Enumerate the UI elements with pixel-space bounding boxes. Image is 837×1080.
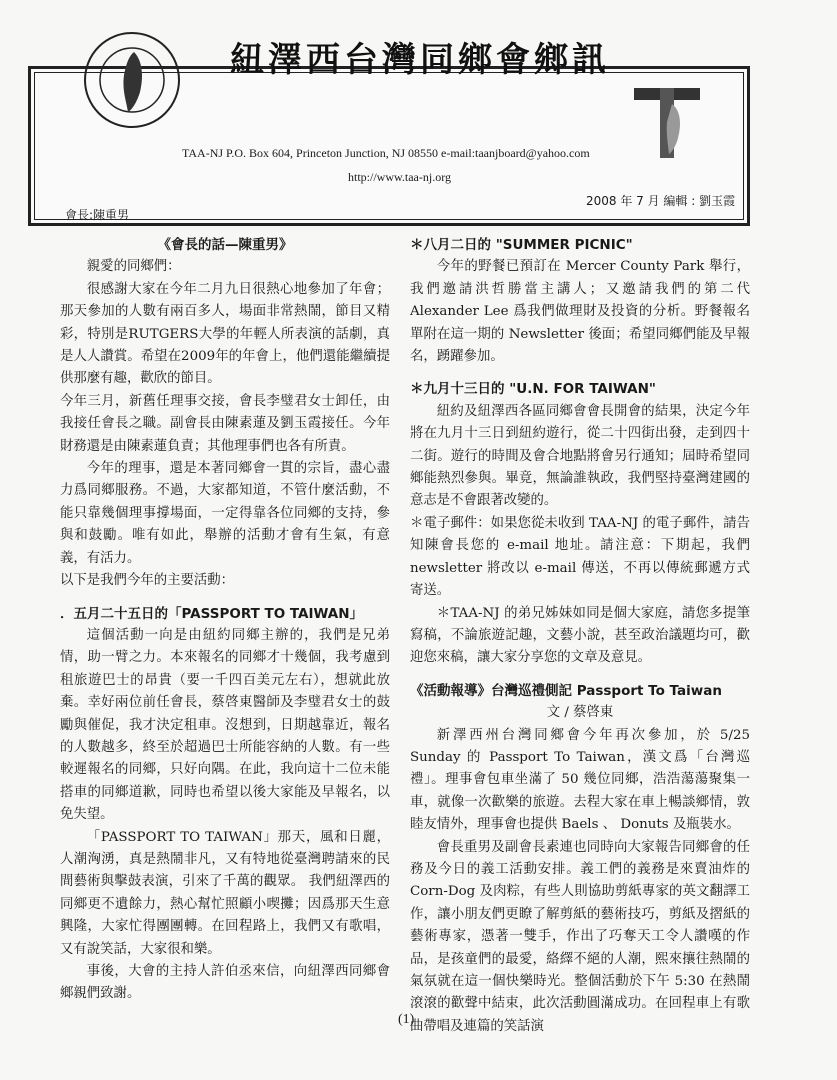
right-column [410,234,750,1038]
president-label: 會長:陳重男 [65,208,130,222]
paragraph: 以下是我們今年的主要活動： [60,573,235,589]
paragraph: 新澤西州台灣同鄉會今年再次參加，於 5/25 Sunday 的 Passport To Taiwan，漢文爲「台灣巡禮」。理事會包車坐滿了 50 幾位同鄉，浩浩蕩蕩聚集一車，就像一次歡樂的旅遊。去程大家在車上暢談鄉情，敦睦友情外，理事會也提供 Baels 、 Donuts 及瓶裝水。 [410,727,750,833]
paragraph: 紐約及紐澤西各區同鄉會會長開會的結果，決定今年將在九月十三日到紐約遊行，從二十四街出發，走到四十二街。遊行的時間及會合地點將會另行通知；屆時希望同鄉能熱烈參與。畢竟，無論誰執政，我們堅持臺灣建國的意志是不會跟著改變的。 [410,403,750,509]
activity-report-heading: 《活動報導》台灣巡禮側記 Passport To Taiwan [410,682,722,699]
paragraph: 事後，大會的主持人許伯丞來信，向紐澤西同鄉會鄉親們致謝。 [60,964,390,1002]
president-message-heading: 《會長的話—陳重男》 [157,237,293,253]
page-number: (1) [398,1012,415,1027]
paragraph: 今年的野餐已預訂在 Mercer County Park 舉行，我們邀請洪哲勝當主講人；又邀請我們的第二代 Alexander Lee 爲我們做理財及投資的分析。野餐報名單附在這一期的 Newsletter 後面；希望同鄉們能及早報名，踴躍參加。 [410,259,750,365]
paragraph: 這個活動一向是由紐約同鄉主辦的，我們是兄弟情，助一臂之力。本來報名的同鄉才十幾個，我考慮到租旅遊巴士的昂貴（要一千四百美元左右），想就此放棄。幸好兩位前任會長，蔡啓東醫師及李璧君女士的鼓勵與催促，我才決定租車。沒想到，日期越靠近，報名的人數越多，終至於超過巴士所能容納的人數。有一些較遲報名的同鄉，只好向隅。在此，我向這十二位未能搭車的同鄉道歉，同時也希望以後大家能及早報名，以免失望。 [60,627,390,823]
submission-notice: ＊TAA-NJ 的弟兄姊妹如同是個大家庭，請您多提筆寫稿，不論旅遊記趣，文藝小說，甚至政治議題均可，歡迎您來稿，讓大家分享您的文章及意見。 [410,605,750,666]
event-heading-picnic: ＊八月二日的 "SUMMER PICNIC" [410,237,633,253]
event-heading-passport: ．五月二十五日的「PASSPORT TO TAIWAN」 [60,605,364,622]
mailing-address: TAA-NJ P.O. Box 604, Princeton Junction, NJ 08550 e-mail:taanjboard@yahoo.com [182,146,590,160]
paragraph: 會長重男及副會長素連也同時向大家報告同鄉會的任務及今日的義工活動安排。義工們的義務是來賣油炸的 Corn-Dog 及肉粽，有些人則協助剪紙專家的英文翻譯工作，讓小朋友們更瞭了解剪紙的藝術技巧，剪紙及摺紙的藝術專家，憑著一雙手，作出了巧奪天工令人讚嘆的作品，是孩童們的最愛，絡繹不絕的人潮，熙來攘往熱鬧的氣氛就在這一個快樂時光。整個活動於下午 5:30 在熱鬧滾滾的歡聲中結束，此次活動圓滿成功。在回程車上有歌曲帶唱及連篇的笑話演 [410,839,750,1034]
paragraph: 「PASSPORT TO TAIWAN」那天，風和日麗，人潮洶湧，真是熱鬧非凡，又有特地從臺灣聘請來的民間藝術與擊鼓表演，引來了千萬的觀眾。 我們紐澤西的同鄉更不遺餘力，熱心幫忙照顧小喫攤；因爲那天生意興隆，大家忙得團團轉。在回程路上，我們又有歌唱，又有說笑話，大家很和樂。 [60,829,390,957]
newsletter-title: 紐澤西台灣同鄉會鄉訊 [230,40,610,80]
left-column [60,234,390,1006]
paragraph: 今年的理事，還是本著同鄉會一貫的宗旨，盡心盡力爲同鄉服務。不過，大家都知道，不管什麼活動，不能只靠幾個理事撐場面，一定得靠各位同鄉的支持，參與和鼓勵。唯有如此，舉辦的活動才會有生氣，有意義，有活力。 [60,461,390,566]
paragraph: 很感謝大家在今年二月九日很熱心地參加了年會；那天參加的人數有兩百多人，場面非常熱鬧，節目又精彩，特別是RUTGERS大學的年輕人所表演的話劇，真是人人讚賞。希望在2009年的年會上，他們還能繼續提供那麼有趣，歡欣的節目。 [60,281,390,387]
website-url: http://www.taa-nj.org [348,170,451,184]
taiwan-t-icon [632,82,702,162]
greeting: 親愛的同鄉們： [86,259,181,275]
byline: 文 / 蔡啓東 [546,705,614,721]
issue-dateline: 2008 年 7 月 編輯 : 劉玉霞 [586,194,736,208]
email-notice: ＊電子郵件：如果您從未收到 TAA-NJ 的電子郵件，請告知陳會長您的 e-mail 地址。請注意：下期起，我們newsletter 將改以 e-mail 傳送，不再以傳統郵遞方式寄送。 [410,515,750,599]
association-logo [82,30,182,130]
paragraph: 今年三月，新舊任理事交接，會長李璧君女士卸任，由我接任會長之職。副會長由陳素蓮及劉玉霞接任。今年財務還是由陳素蓮負責；其他理事們也各有所責。 [60,393,390,454]
event-heading-un: ＊九月十三日的 "U.N. FOR TAIWAN" [410,381,656,398]
